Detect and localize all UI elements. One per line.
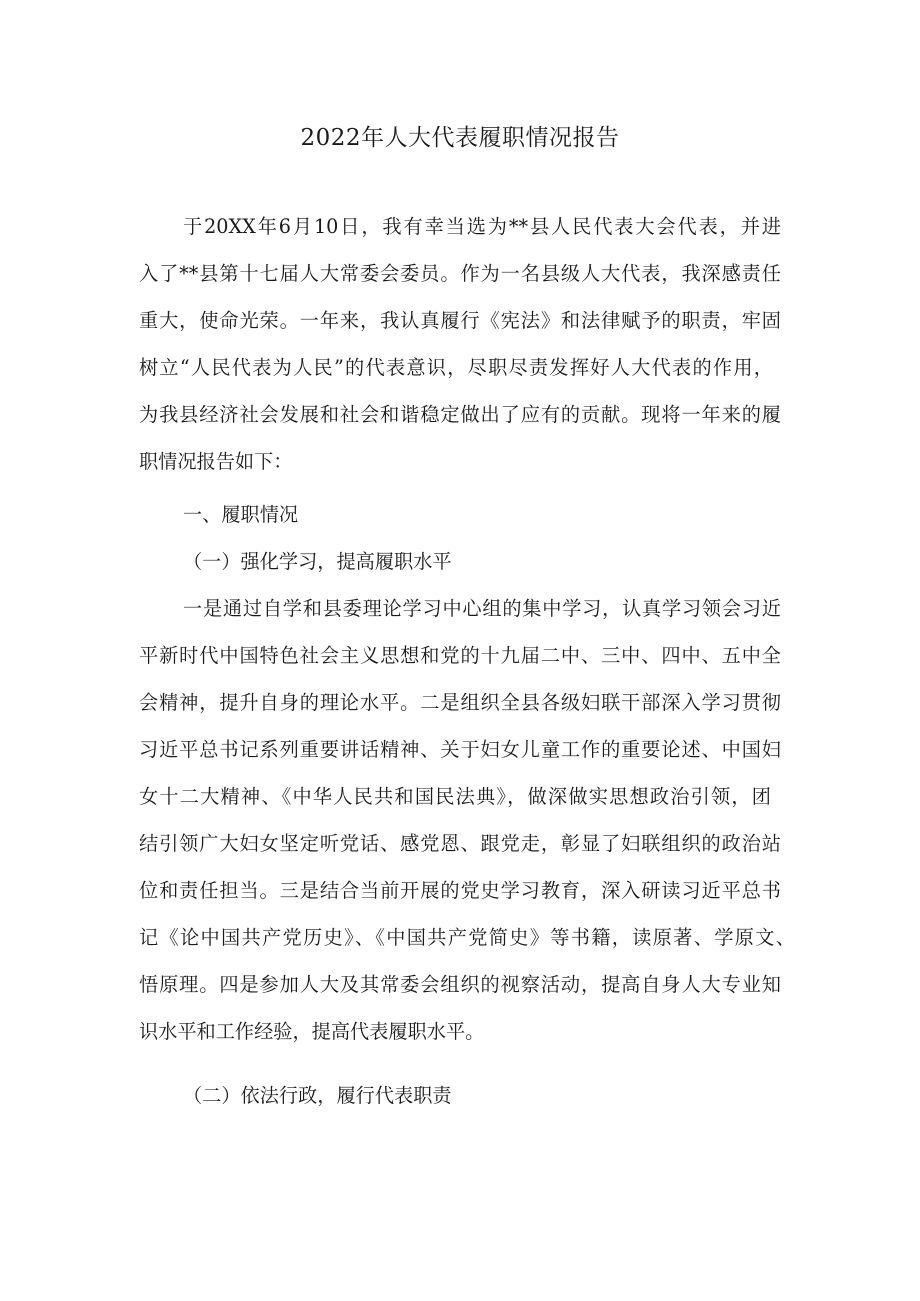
- text-line: 职情况报告如下：: [139, 450, 293, 473]
- text-line: 习近平总书记系列重要讲话精神、关于妇女儿童工作的重要论述、中国妇: [139, 738, 781, 761]
- text-line: 入了**县第十七届人大常委会委员。作为一名县级人大代表，我深感责任: [139, 262, 781, 285]
- text-line: 平新时代中国特色社会主义思想和党的十九届二中、三中、四中、五中全: [139, 644, 781, 667]
- text-line: 一是通过自学和县委理论学习中心组的集中学习，认真学习领会习近: [183, 597, 781, 620]
- text-line: 结引领广大妇女坚定听党话、感党恩、跟党走，彰显了妇联组织的政治站: [139, 832, 781, 855]
- text-line: 记《论中国共产党历史》、《中国共产党简史》等书籍，读原著、学原文、: [139, 926, 795, 949]
- subsection-heading: （二）依法行政，履行代表职责: [183, 1084, 452, 1107]
- text-line: 于20XX年6月10日，我有幸当选为**县人民代表大会代表，并进: [183, 215, 781, 238]
- text-line: 重大，使命光荣。一年来，我认真履行《宪法》和法律赋予的职责，牢固: [139, 309, 781, 332]
- text-line: 会精神，提升自身的理论水平。二是组织全县各级妇联干部深入学习贯彻: [139, 691, 781, 714]
- document-title: 2022年人大代表履职情况报告: [300, 125, 620, 151]
- text-line: 树立“人民代表为人民”的代表意识，尽职尽责发挥好人大代表的作用，: [139, 356, 773, 379]
- text-line: 女十二大精神、《中华人民共和国民法典》，做深做实思想政治引领，团: [139, 785, 771, 808]
- text-line: 为我县经济社会发展和社会和谐稳定做出了应有的贡献。现将一年来的履: [139, 403, 781, 426]
- subsection-heading: （一）强化学习，提高履职水平: [183, 550, 452, 573]
- text-line: 位和责任担当。三是结合当前开展的党史学习教育，深入研读习近平总书: [139, 879, 781, 902]
- text-line: 识水平和工作经验，提高代表履职水平。: [139, 1020, 485, 1043]
- section-heading: 一、履职情况: [183, 503, 299, 526]
- text-line: 悟原理。四是参加人大及其常委会组织的视察活动，提高自身人大专业知: [139, 973, 781, 996]
